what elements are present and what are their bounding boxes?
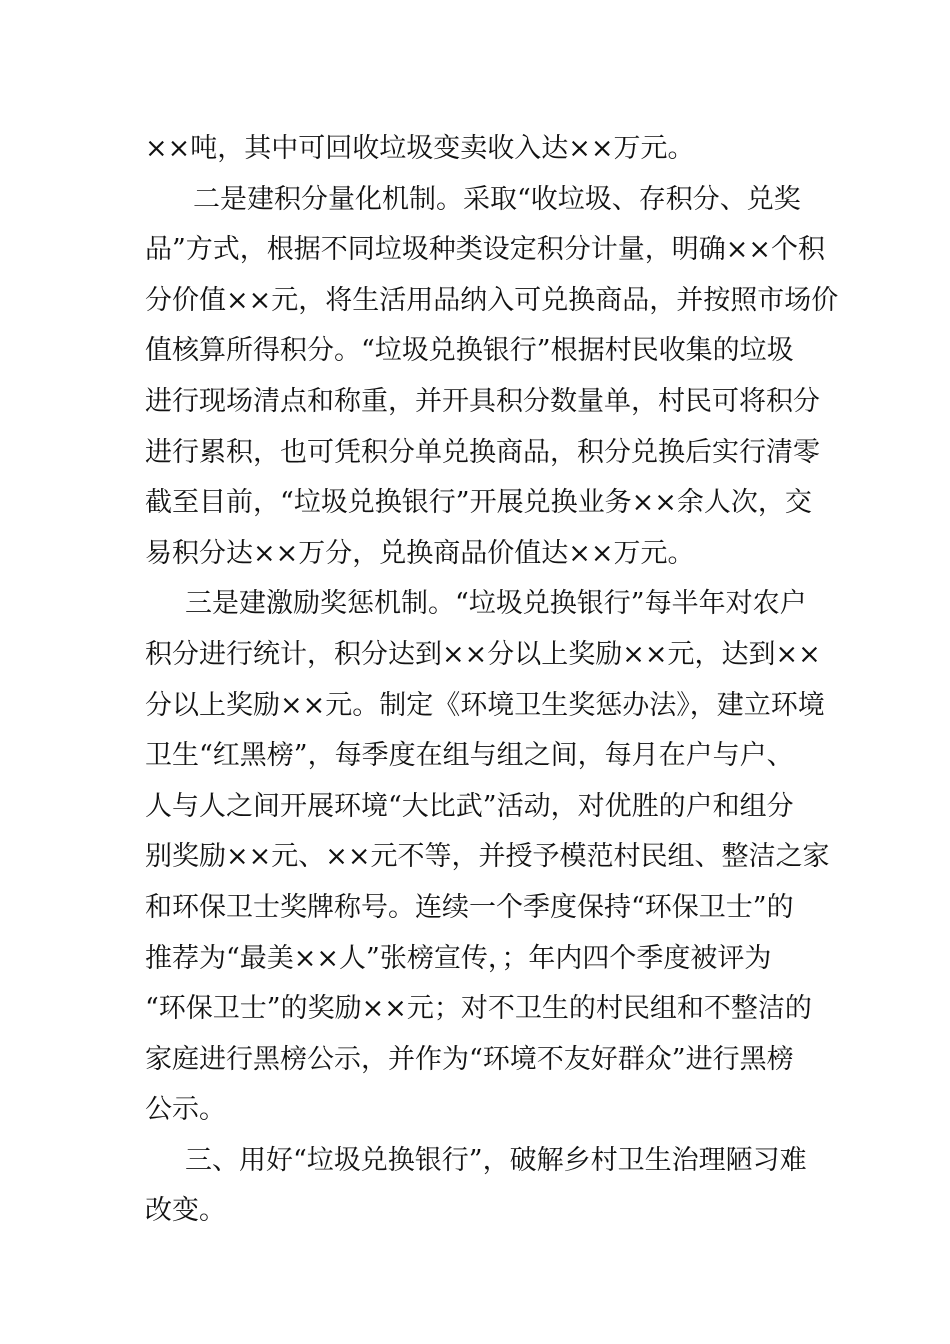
text-line-7: 进行累积，也可凭积分单兑换商品，积分兑换后实行清零 bbox=[145, 436, 820, 468]
text-line-18: “环保卫士”的奖励××元；对不卫生的村民组和不整洁的 bbox=[145, 993, 812, 1025]
text-line-15: 别奖励××元、××元不等，并授予模范村民组、整洁之家 bbox=[145, 841, 830, 873]
text-line-1: ××吨，其中可回收垃圾变卖收入达××万元。 bbox=[145, 133, 695, 164]
text-line-16: 和环保卫士奖牌称号。连续一个季度保持“环保卫士”的 bbox=[145, 891, 794, 923]
text-line-9: 易积分达××万分，兑换商品价值达××万元。 bbox=[145, 537, 695, 569]
text-line-6: 进行现场清点和称重，并开具积分数量单，村民可将积分 bbox=[145, 385, 820, 417]
text-line-3: 品”方式，根据不同垃圾种类设定积分计量，明确××个积 bbox=[145, 234, 826, 266]
body-text bbox=[145, 124, 839, 1237]
text-line-2: 二是建积分量化机制。采取“收垃圾、存积分、兑奖 bbox=[193, 183, 801, 215]
text-line-5: 值核算所得积分。“垃圾兑换银行”根据村民收集的垃圾 bbox=[145, 335, 794, 367]
text-line-20: 公示。 bbox=[145, 1094, 226, 1126]
text-line-12: 分以上奖励××元。制定《环境卫生奖惩办法》，建立环境 bbox=[145, 689, 825, 721]
text-line-11: 积分进行统计，积分达到××分以上奖励××元，达到×× bbox=[145, 638, 821, 670]
text-line-4: 分价值××元，将生活用品纳入可兑换商品，并按照市场价 bbox=[145, 284, 839, 316]
text-line-19: 家庭进行黑榜公示，并作为“环境不友好群众”进行黑榜 bbox=[145, 1043, 794, 1075]
text-line-22: 改变。 bbox=[145, 1195, 226, 1227]
text-line-17: 推荐为“最美××人”张榜宣传，；年内四个季度被评为 bbox=[145, 942, 772, 974]
text-line-21: 三、用好“垃圾兑换银行”，破解乡村卫生治理陋习难 bbox=[185, 1144, 807, 1176]
text-line-14: 人与人之间开展环境“大比武”活动，对优胜的户和组分 bbox=[145, 790, 794, 822]
text-line-10: 三是建激励奖惩机制。“垃圾兑换银行”每半年对农户 bbox=[185, 588, 807, 620]
text-line-13: 卫生“红黑榜”，每季度在组与组之间，每月在户与户、 bbox=[145, 740, 794, 772]
text-line-8: 截至目前，“垃圾兑换银行”开展兑换业务××余人次，交 bbox=[145, 487, 812, 519]
